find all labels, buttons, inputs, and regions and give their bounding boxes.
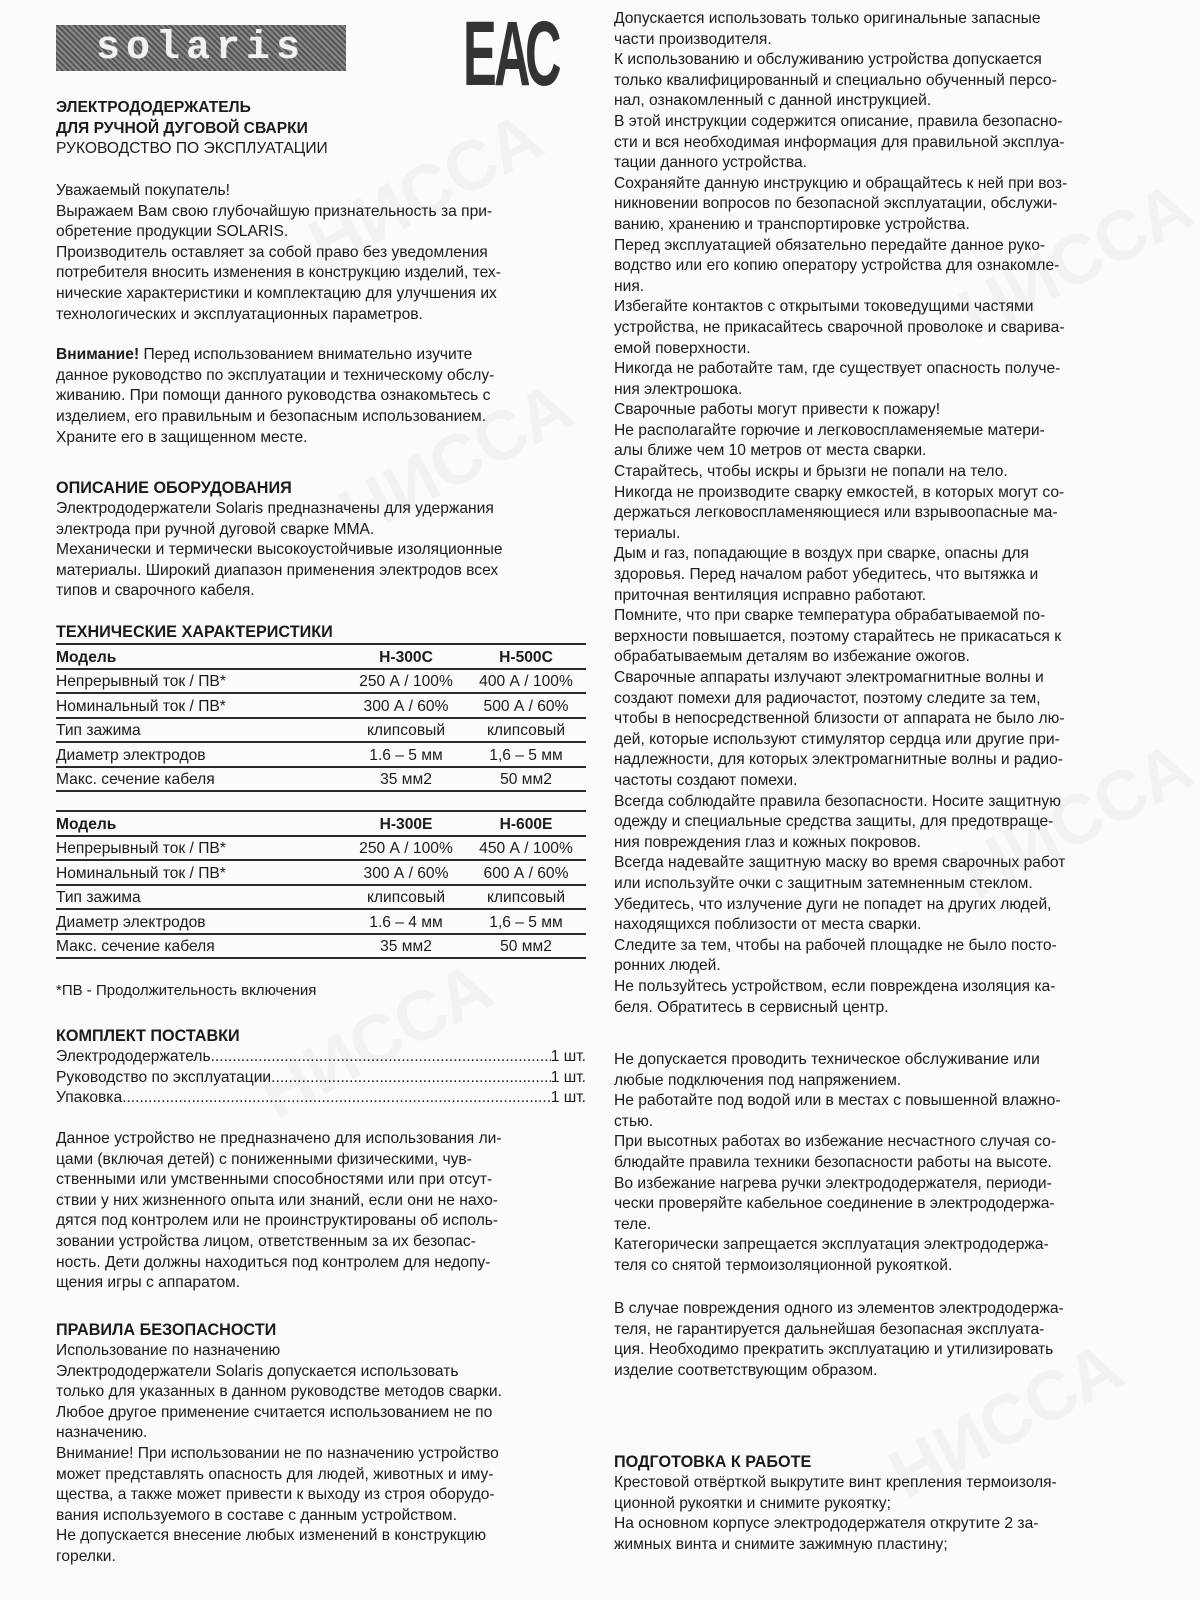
- safety-line: Любое другое применение считается использованием не по: [56, 1403, 493, 1421]
- disclaimer-line: цами (включая детей) с пониженными физическими, чув-: [56, 1150, 472, 1168]
- safety-line: никновении вопросов по безопасной эксплуатации, обслужи-: [614, 195, 1058, 213]
- kit-item-qty: 1 шт.: [550, 1048, 586, 1065]
- safety-line: любые подключения под напряжением.: [614, 1071, 902, 1089]
- disclaimer-line: зовании устройства лицом, ответственным за их безопас-: [56, 1232, 476, 1250]
- safety-line: только квалифицированный и специально обученный персо-: [614, 71, 1057, 89]
- safety-line: надлежности, для которых электромагнитные волны и радио-: [614, 751, 1063, 769]
- intro-line: нические характеристики и комплектацию для улучшения их: [56, 284, 497, 302]
- safety-line: Дым и газ, попадающие в воздух при сварке, опасны для: [614, 545, 1029, 563]
- safety-line: стью.: [614, 1112, 654, 1130]
- kit-item-name: Руководство по эксплуатации: [56, 1068, 272, 1086]
- safety-line: чтобы в непосредственной близости от аппарата не было лю-: [614, 710, 1065, 728]
- table-cell: 500 А / 60%: [466, 693, 586, 718]
- table-row: [56, 767, 586, 792]
- table-cell: Диаметр электродов: [56, 742, 346, 767]
- kit-item-qty: 1 шт.: [550, 1068, 586, 1086]
- safety-line: беля. Обратитесь в сервисный центр.: [614, 998, 889, 1016]
- table-cell: Номинальный ток / ПВ*: [56, 860, 346, 885]
- intro-line: Производитель оставляет за собой право без уведомления: [56, 243, 488, 261]
- safety-line: Сохраняйте данную инструкцию и обращайтесь к ней при воз-: [614, 174, 1068, 192]
- safety-line: К использованию и обслуживанию устройства допускается: [614, 51, 1042, 69]
- safety-line: держаться легковоспламеняющиеся или взрывоопасные ма-: [614, 504, 1058, 522]
- table-cell: 1,6 – 5 мм: [466, 742, 586, 767]
- description-line: материалы. Широкий диапазон применения электродов всех: [56, 561, 499, 579]
- safety-line: ванию, хранению и транспортировке устройства.: [614, 215, 970, 233]
- table-row: [56, 860, 586, 885]
- kit-item: [56, 1068, 586, 1089]
- disclaimer-line: ность. Дети должны находиться под контролем для недопу-: [56, 1253, 491, 1271]
- description-line: Механически и термически высокоустойчивые изоляционные: [56, 541, 503, 559]
- disclaimer-line: ственными или умственными способностями или при отсут-: [56, 1171, 493, 1189]
- solaris-logo: [56, 25, 346, 71]
- safety-line: Не работайте под водой или в местах с повышенной влажно-: [614, 1092, 1061, 1110]
- safety-line: Допускается использовать только оригинальные запасные: [614, 10, 1041, 27]
- table-header-cell: H-300E: [346, 811, 466, 836]
- intro-line: обретение продукции SOLARIS.: [56, 223, 289, 241]
- description-line: типов и сварочного кабеля.: [56, 582, 255, 600]
- safety-line: Всегда соблюдайте правила безопасности. Носите защитную: [614, 792, 1061, 810]
- table-row: [56, 718, 586, 743]
- table-cell: 50 мм2: [466, 934, 586, 959]
- table-cell: Тип зажима: [56, 885, 346, 910]
- attention-line: изделием, его правильным и безопасным использованием.: [56, 407, 487, 425]
- table-cell: Макс. сечение кабеля: [56, 767, 346, 792]
- safety-line: алы ближе чем 10 метров от места сварки.: [614, 442, 927, 460]
- spec-table-c: [56, 643, 586, 792]
- safety-line: Не пользуйтесь устройством, если повреждена изоляция ка-: [614, 977, 1056, 995]
- safety-line: приточная вентиляция исправно работают.: [614, 586, 927, 604]
- safety-line: Использование по назначению: [56, 1342, 281, 1359]
- safety-line: В случае повреждения одного из элементов электрододержа-: [614, 1300, 1064, 1317]
- kit-section: [56, 1026, 586, 1109]
- specs-section: [56, 622, 586, 1002]
- safety-line: ция. Необходимо прекратить эксплуатацию и утилизировать: [614, 1341, 1054, 1359]
- leader-dots: [122, 1088, 551, 1109]
- safety-line: Никогда не производите сварку емкостей, в которых могут со-: [614, 483, 1065, 501]
- safety-line: находящихся поблизости от места сварки.: [614, 916, 922, 934]
- safety-block-2: [614, 1050, 1154, 1277]
- attention-label: Внимание!: [56, 346, 140, 364]
- safety-line: Всегда надевайте защитную маску во время сварочных работ: [614, 854, 1066, 872]
- preparation-line: жимных винта и снимите зажимную пластину;: [614, 1535, 948, 1553]
- preparation-line: ционной рукоятки и снимите рукоятку;: [614, 1494, 891, 1512]
- section-heading-preparation: ПОДГОТОВКА К РАБОТЕ: [614, 1453, 812, 1471]
- disclaimer-line: ствии у них жизненного опыта или знаний, если они не нахо-: [56, 1191, 498, 1209]
- spec-footnote: *ПВ - Продолжительность включения: [56, 982, 317, 999]
- kit-item: [56, 1047, 586, 1068]
- table-cell: 1,6 – 5 мм: [466, 909, 586, 934]
- safety-line: Сварочные аппараты излучают электромагнитные волны и: [614, 669, 1044, 686]
- table-cell: Номинальный ток / ПВ*: [56, 693, 346, 718]
- safety-line: В этой инструкции содержится описание, правила безопасно-: [614, 112, 1063, 130]
- section-heading-kit: КОМПЛЕКТ ПОСТАВКИ: [56, 1027, 240, 1045]
- table-cell: 50 мм2: [466, 767, 586, 792]
- table-cell: 600 А / 60%: [466, 860, 586, 885]
- table-cell: 35 мм2: [346, 767, 466, 792]
- safety-line: части производителя.: [614, 30, 772, 48]
- table-cell: Тип зажима: [56, 718, 346, 743]
- safety-line: ния повреждения глаз и кожных покровов.: [614, 833, 921, 851]
- kit-item-name: Электрододержатель: [56, 1048, 211, 1065]
- safety-block-1: [614, 9, 1154, 1018]
- safety-line: дей, которые используют стимулятор сердца или другие при-: [614, 730, 1060, 748]
- description-line: Электрододержатели Solaris предназначены для удержания: [56, 500, 494, 517]
- kit-item-qty: 1 шт.: [550, 1089, 586, 1107]
- safety-line: обрабатываемым деталям во избежание ожогов.: [614, 648, 970, 666]
- description-line: электрода при ручной дуговой сварке ММА.: [56, 520, 375, 538]
- safety-line: Внимание! При использовании не по назначению устройство: [56, 1444, 499, 1462]
- disclaimer-line: щения игры с аппаратом.: [56, 1274, 241, 1292]
- safety-line: Не допускается проводить техническое обслуживание или: [614, 1051, 1040, 1068]
- safety-line: Следите за тем, чтобы на рабочей площадке не было посто-: [614, 936, 1057, 954]
- table-cell: 450 А / 100%: [466, 836, 586, 861]
- safety-line: ния.: [614, 277, 645, 295]
- description-section: [56, 478, 586, 602]
- safety-line: Не допускается внесение любых изменений в конструкцию: [56, 1527, 487, 1545]
- table-row: [56, 693, 586, 718]
- safety-line: изделие соответствующим образом.: [614, 1361, 878, 1379]
- table-cell: Диаметр электродов: [56, 909, 346, 934]
- safety-line: одежду и специальные средства защиты, для предотвраще-: [614, 813, 1054, 831]
- safety-line: создают помехи для радиочастот, поэтому следите за тем,: [614, 689, 1041, 707]
- safety-line: может представлять опасность для людей, животных и иму-: [56, 1465, 494, 1483]
- table-header-cell: H-300C: [346, 644, 466, 669]
- table-row: [56, 909, 586, 934]
- table-cell: Макс. сечение кабеля: [56, 934, 346, 959]
- kit-item-name: Упаковка: [56, 1089, 123, 1107]
- safety-line: При высотных работах во избежание несчастного случая со-: [614, 1133, 1057, 1151]
- safety-line: териалы.: [614, 524, 681, 542]
- safety-line: ния электрошока.: [614, 380, 743, 398]
- intro-line: Выражаем Вам свою глубочайшую признательность за при-: [56, 202, 493, 220]
- safety-line: тации данного устройства.: [614, 154, 808, 172]
- safety-line: здоровья. Перед началом работ убедитесь, что вытяжка и: [614, 566, 1039, 584]
- safety-line: частоты создают помехи.: [614, 771, 798, 789]
- brand-logo-text: solaris: [95, 25, 307, 71]
- table-header-cell: H-600E: [466, 811, 586, 836]
- intro-line: Уважаемый покупатель!: [56, 182, 230, 199]
- disclaimer-line: дятся под контролем или не проинструктированы об исполь-: [56, 1212, 499, 1230]
- safety-line: щества, а также может привести к выходу из строя оборудо-: [56, 1486, 495, 1504]
- safety-line: чески проверяйте кабельное соединение в электрододержа-: [614, 1195, 1055, 1213]
- table-header-cell: Модель: [56, 644, 346, 669]
- intro-line: технологических и эксплуатационных параметров.: [56, 305, 423, 323]
- preparation-line: Крестовой отвёрткой выкрутите винт крепления термоизоля-: [614, 1474, 1057, 1491]
- safety-line: Старайтесь, чтобы искры и брызги не попали на тело.: [614, 463, 1008, 481]
- preparation-section: [614, 1452, 1154, 1555]
- table-header-row: [56, 644, 586, 669]
- table-cell: клипсовый: [346, 885, 466, 910]
- safety-line: или используйте очки с защитным затемненным стеклом.: [614, 874, 1033, 892]
- table-cell: 1.6 – 5 мм: [346, 742, 466, 767]
- attention-line: данное руководство по эксплуатации и техническому обслу-: [56, 366, 495, 384]
- safety-line: верхности повышается, поэтому старайтесь не прикасаться к: [614, 627, 1062, 645]
- safety-line: вания используемого в составе с данным устройством.: [56, 1506, 457, 1524]
- safety-line: Электрододержатели Solaris допускается использовать: [56, 1362, 459, 1380]
- table-header-row: [56, 811, 586, 836]
- safety-line: Убедитесь, что излучение дуги не попадет на других людей,: [614, 895, 1052, 913]
- intro-line: потребителя вносить изменения в конструкцию изделий, тех-: [56, 264, 501, 282]
- safety-line: водство или его копию оператору устройства для ознакомле-: [614, 257, 1060, 275]
- preparation-line: На основном корпусе электрододержателя открутите 2 за-: [614, 1515, 1039, 1533]
- table-cell: 1.6 – 4 мм: [346, 909, 466, 934]
- table-cell: клипсовый: [466, 885, 586, 910]
- attention-line: Внимание! Перед использованием внимательно изучите: [56, 346, 473, 364]
- safety-line: горелки.: [56, 1547, 116, 1565]
- section-heading-safety: ПРАВИЛА БЕЗОПАСНОСТИ: [56, 1321, 277, 1339]
- safety-line: емой поверхности.: [614, 339, 751, 357]
- eac-certification-mark-icon: Е А С: [463, 3, 562, 105]
- safety-line: Перед эксплуатацией обязательно передайте данное руко-: [614, 236, 1046, 254]
- document-title-line2: ДЛЯ РУЧНОЙ ДУГОВОЙ СВАРКИ: [56, 119, 308, 137]
- safety-line: Во избежание нагрева ручки электрододержателя, периоди-: [614, 1174, 1052, 1192]
- table-cell: 35 мм2: [346, 934, 466, 959]
- safety-section-left: [56, 1320, 586, 1568]
- safety-line: нал, ознакомленный с данной инструкцией.: [614, 92, 932, 110]
- kit-item: [56, 1088, 586, 1109]
- safety-line: ронних людей.: [614, 957, 721, 975]
- leader-dots: [211, 1047, 551, 1068]
- safety-line: Никогда не работайте там, где существует опасность получе-: [614, 360, 1061, 378]
- table-row: [56, 885, 586, 910]
- table-header-cell: H-500C: [466, 644, 586, 669]
- table-cell: 300 А / 60%: [346, 693, 466, 718]
- table-row: [56, 934, 586, 959]
- safety-line: Избегайте контактов с открытыми токоведущими частями: [614, 298, 1034, 316]
- spec-table-e: [56, 810, 586, 959]
- safety-line: Категорически запрещается эксплуатация электрододержа-: [614, 1236, 1049, 1254]
- table-cell: 250 А / 100%: [346, 669, 466, 694]
- table-cell: 400 А / 100%: [466, 669, 586, 694]
- document-title-line1: ЭЛЕКТРОДОДЕРЖАТЕЛЬ: [56, 99, 251, 116]
- document-subtitle: РУКОВОДСТВО ПО ЭКСПЛУАТАЦИИ: [56, 140, 328, 157]
- safety-line: Не располагайте горючие и легковоспламеняемые матери-: [614, 421, 1045, 439]
- safety-line: только для указанных в данном руководстве методов сварки.: [56, 1383, 502, 1401]
- table-cell: 250 А / 100%: [346, 836, 466, 861]
- section-heading-description: ОПИСАНИЕ ОБОРУДОВАНИЯ: [56, 479, 292, 497]
- attention-line: живанию. При помощи данного руководства ознакомьтесь с: [56, 387, 491, 405]
- section-heading-specs: ТЕХНИЧЕСКИЕ ХАРАКТЕРИСТИКИ: [56, 623, 333, 641]
- table-cell: клипсовый: [466, 718, 586, 743]
- table-row: [56, 742, 586, 767]
- safety-line: сти и вся необходимая информация для правильной эксплуа-: [614, 133, 1065, 151]
- leader-dots: [271, 1068, 551, 1089]
- safety-line: теля, не гарантируется дальнейшая безопасная эксплуата-: [614, 1320, 1045, 1338]
- table-row: [56, 669, 586, 694]
- table-cell: клипсовый: [346, 718, 466, 743]
- safety-line: теля со снятой термоизоляционной рукояткой.: [614, 1256, 953, 1274]
- table-cell: Непрерывный ток / ПВ*: [56, 836, 346, 861]
- safety-line: назначению.: [56, 1424, 148, 1442]
- disclaimer-section: [56, 1129, 586, 1294]
- safety-line: Сварочные работы могут привести к пожару!: [614, 401, 941, 419]
- document-title-block: [56, 98, 328, 160]
- safety-line: блюдайте правила техники безопасности работы на высоте.: [614, 1153, 1052, 1171]
- attention-line: Храните его в защищенном месте.: [56, 428, 308, 446]
- table-cell: 300 А / 60%: [346, 860, 466, 885]
- table-row: [56, 836, 586, 861]
- safety-line: Помните, что при сварке температура обрабатываемой по-: [614, 607, 1046, 625]
- table-cell: Непрерывный ток / ПВ*: [56, 669, 346, 694]
- intro-section: [56, 181, 586, 448]
- safety-block-3: [614, 1299, 1154, 1381]
- disclaimer-line: Данное устройство не предназначено для использования ли-: [56, 1130, 502, 1147]
- table-header-cell: Модель: [56, 811, 346, 836]
- safety-line: теле.: [614, 1215, 652, 1233]
- safety-line: устройства, не прикасайтесь сварочной проволоке и сварива-: [614, 318, 1065, 336]
